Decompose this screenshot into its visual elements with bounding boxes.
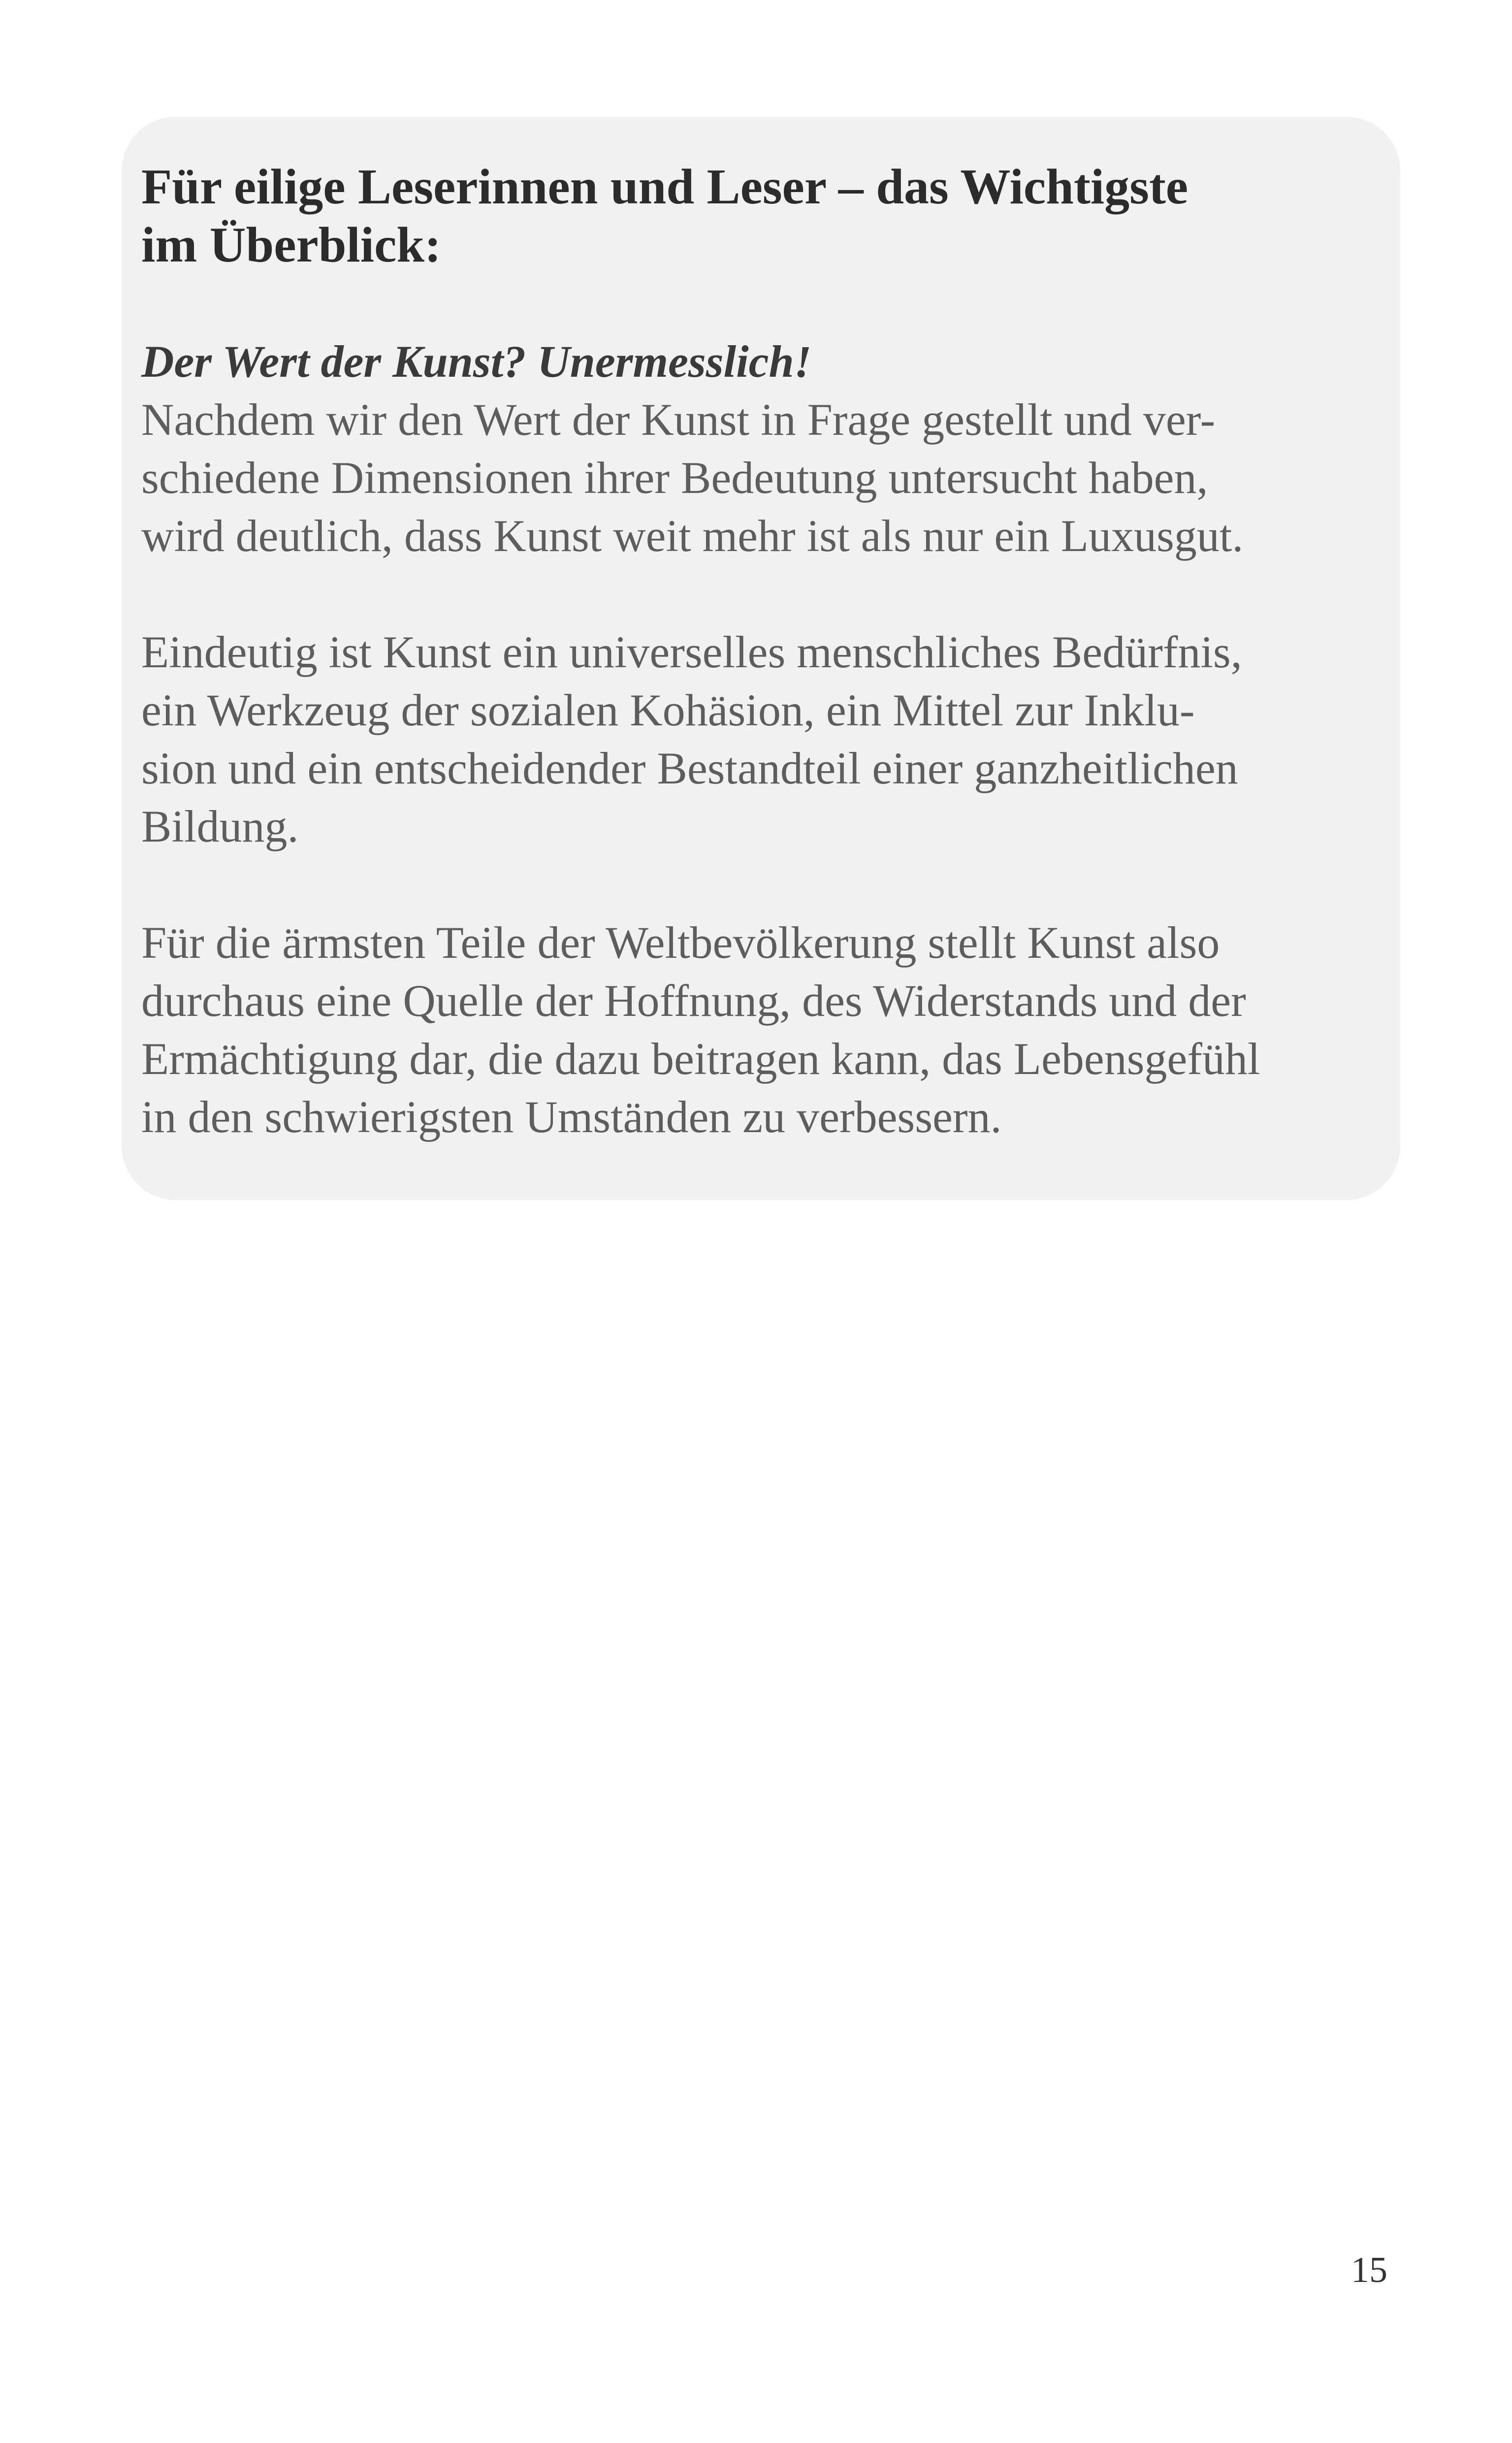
text-line: in den schwierigsten Umständen zu verbessern. xyxy=(141,1092,1002,1142)
paragraph-universal-need xyxy=(141,623,1381,855)
box-title-line: im Überblick: xyxy=(141,217,442,273)
text-line: Nachdem wir den Wert der Kunst in Frage gestellt und ver- xyxy=(141,394,1216,445)
box-title-line: Für eilige Leserinnen und Leser – das Wichtigste xyxy=(141,159,1189,215)
paragraph-hope xyxy=(141,913,1381,1146)
text-line: ein Werkzeug der sozialen Kohäsion, ein Mittel zur Inklu- xyxy=(141,685,1195,735)
text-line: durchaus eine Quelle der Hoffnung, des Widerstands und der xyxy=(141,976,1246,1026)
text-line: schiedene Dimensionen ihrer Bedeutung untersucht haben, xyxy=(141,453,1208,503)
text-line: Für die ärmsten Teile der Weltbevölkerung stellt Kunst also xyxy=(141,917,1220,968)
text-line: Eindeutig ist Kunst ein universelles menschliches Bedürfnis, xyxy=(141,627,1242,677)
summary-box xyxy=(122,117,1400,1200)
text-line: sion und ein entscheidender Bestandteil einer ganzheitlichen xyxy=(141,743,1238,793)
text-line: Ermächtigung dar, die dazu beitragen kann, das Lebensgefühl xyxy=(141,1034,1260,1084)
text-line: wird deutlich, dass Kunst weit mehr ist als nur ein Luxusgut. xyxy=(141,511,1244,561)
paragraph-luxury xyxy=(141,391,1381,565)
text-line: Bildung. xyxy=(141,801,299,851)
page-number: 15 xyxy=(1351,2250,1387,2290)
box-title xyxy=(141,158,1381,274)
section-heading: Der Wert der Kunst? Unermesslich! xyxy=(141,336,812,387)
